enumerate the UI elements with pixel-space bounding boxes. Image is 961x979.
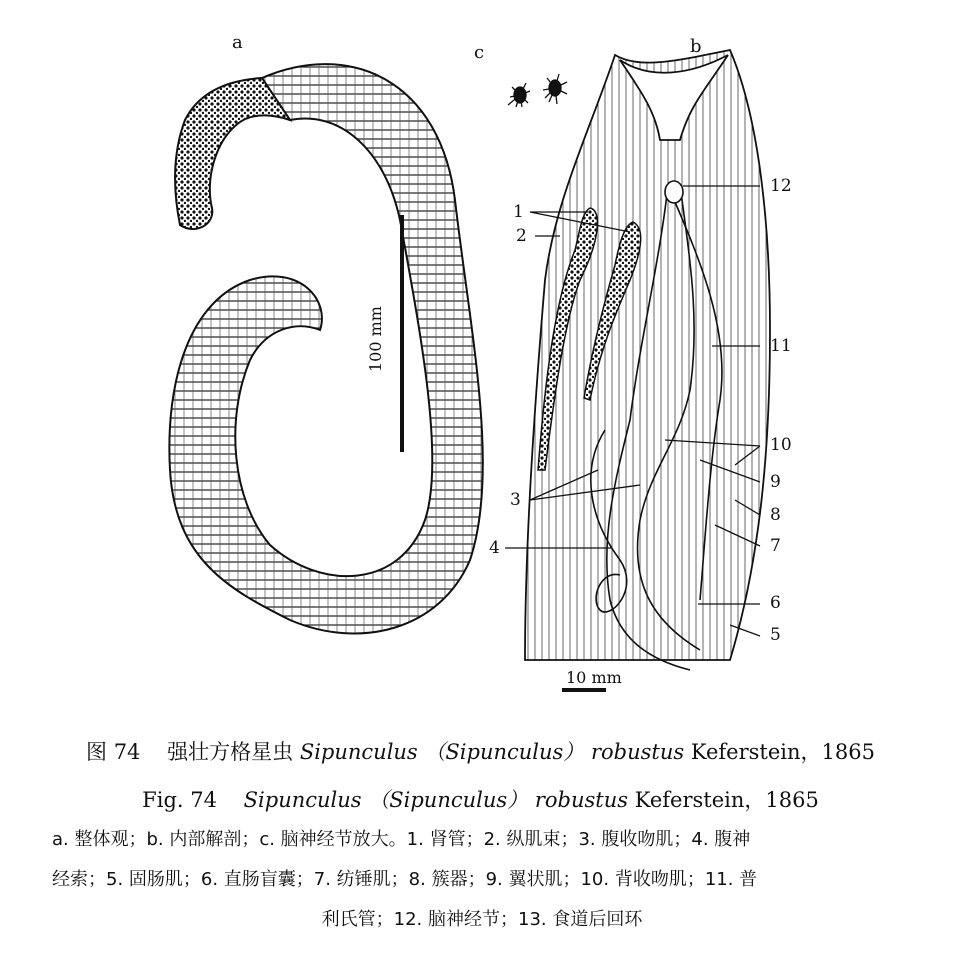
legend-line-3: 利氏管；12. 脑神经节；13. 食道后回环 — [321, 909, 643, 930]
genus-en: Sipunculus — [243, 788, 362, 812]
subgenus-cn: （Sipunculus） — [424, 740, 585, 764]
callout-9: 9 — [770, 472, 781, 492]
callout-2: 2 — [516, 226, 527, 246]
whole-worm — [169, 64, 482, 633]
callout-6: 6 — [770, 593, 781, 613]
subgenus-en: （Sipunculus） — [368, 788, 529, 812]
legend-line-2: 经索；5. 固肠肌；6. 直肠盲囊；7. 纺锤肌；8. 簇器；9. 翼状肌；10. 背收吻肌；11. 普 — [52, 869, 758, 890]
introvert — [175, 78, 290, 229]
callout-3: 3 — [510, 490, 521, 510]
callout-10: 10 — [770, 435, 792, 455]
legend-line-1: a. 整体观；b. 内部解剖；c. 脑神经节放大。1. 肾管；2. 纵肌束；3. 腹收吻肌；4. 腹神 — [52, 829, 751, 850]
callout-7: 7 — [770, 536, 781, 556]
figure-number-cn: 图 74 — [86, 740, 141, 764]
common-name-cn: 强壮方格星虫 — [167, 740, 294, 764]
figure-legend — [52, 820, 912, 940]
callout-11: 11 — [770, 336, 792, 356]
panel-label-c: c — [474, 42, 485, 63]
callout-1: 1 — [513, 202, 524, 222]
caption-english — [0, 784, 961, 814]
figure-number-en: Fig. 74 — [142, 788, 217, 812]
species-en: robustus — [534, 788, 629, 812]
caption-chinese — [0, 736, 961, 766]
scale-label-10mm: 10 mm — [566, 668, 622, 687]
author-cn: Keferstein，1865 — [690, 740, 875, 764]
species-cn: robustus — [591, 740, 685, 764]
author-en: Keferstein，1865 — [634, 788, 819, 812]
brain-ganglion — [665, 181, 683, 203]
callout-4: 4 — [489, 538, 500, 558]
callout-5: 5 — [770, 625, 781, 645]
internal-anatomy — [525, 50, 770, 670]
callout-12: 12 — [770, 176, 792, 196]
genus-cn: Sipunculus — [299, 740, 418, 764]
panel-label-b: b — [690, 36, 702, 57]
scale-label-100mm: 100 mm — [366, 306, 385, 372]
ganglion-enlarged — [508, 74, 567, 107]
callout-8: 8 — [770, 505, 781, 525]
panel-label-a: a — [232, 32, 243, 53]
